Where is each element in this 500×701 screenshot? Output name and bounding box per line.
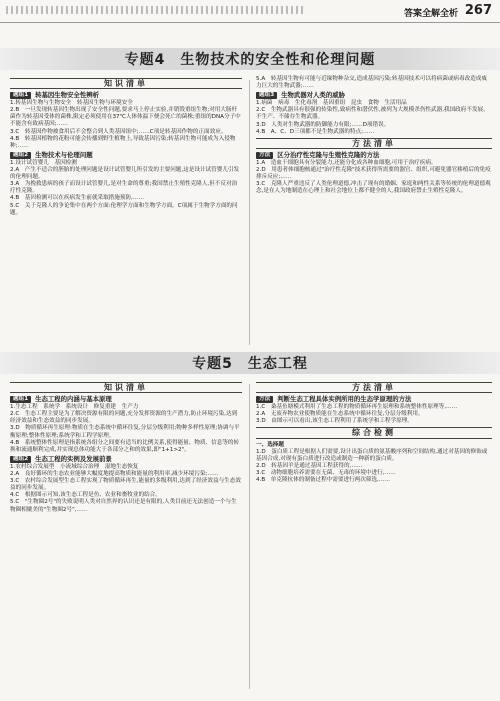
answer-line: 5.C 关于克隆人的争论集中在两个方面:伦理学方面和生物学方面。C项属于生物学方面的问题。 bbox=[10, 202, 238, 216]
answer-line: 2.D 用患者体细胞核通过"治疗性克隆"技术获得所需要的器官、组织,可避免器官移植后的免疫排斥反应;…… bbox=[256, 167, 491, 181]
answer-line: 1.D 蛋白质工程是根据人们需要,设计出蛋白质的氨基酸序列和空间结构,通过对基因的修饰或基因合成,对现有蛋白质进行改造或制造一种新的蛋白质。 bbox=[256, 448, 488, 462]
group-title: 转基因生物安全性辨析 bbox=[35, 91, 99, 100]
topic5-title: 专题5 生态工程 bbox=[192, 356, 308, 372]
topic5-method-heading: 方法清单 bbox=[256, 382, 492, 393]
topic5-group2-heading bbox=[10, 456, 242, 463]
topic4-banner bbox=[0, 48, 500, 70]
answer-line: 1.农村综合发展型 小流域综合治理 湿地生态恢复 bbox=[10, 463, 139, 470]
method-title: 区分治疗性克隆与生殖性克隆的方法 bbox=[277, 150, 380, 159]
topic5-group1-heading bbox=[10, 396, 242, 403]
book-title: 答案全解全析 bbox=[403, 9, 458, 19]
column-divider bbox=[249, 384, 250, 689]
answer-line: 4.B 转基因植物的花粉可能会传播到野生植物上,导致基因污染;转基因生物可能成为入侵物种;…… bbox=[10, 135, 236, 149]
answer-line: 5.A 转基因生物有可能与近缘物种杂交,造成基因污染;转基因技术可以将病菌或病毒改造成威力巨大的生物武器;…… bbox=[256, 76, 487, 90]
answer-line: 4.B 基因检测可以在疾病发生前就采取措施预防,…… bbox=[10, 195, 145, 202]
answer-line: 1.C 桑基鱼塘模式利用了生态工程的物质循环再生原理和系统整体性原理等,…… bbox=[256, 404, 458, 411]
answer-line: 2.A 产生不适合的胚胎的处理问题是设计试管婴儿所引发的主要问题,这是设计试管婴儿引发的伦理问题。 bbox=[10, 167, 240, 181]
answer-line: 1.设计试管婴儿 基因检测 bbox=[10, 159, 77, 166]
answer-line: 4.B 单克隆抗体的制备过程中需要进行两次筛选,…… bbox=[256, 477, 391, 484]
topic5-left-column bbox=[10, 380, 242, 514]
answer-line: 1.转基因生物与生物安全 转基因生物与环境安全 bbox=[10, 100, 133, 107]
topic5-banner bbox=[0, 352, 500, 374]
page-number: 267 bbox=[464, 3, 492, 18]
answer-line: 1.A 造血干细胞具有分裂能力,还能分化成各种血细胞,可用于治疗疾病。 bbox=[256, 159, 437, 166]
method-tag: 方法 bbox=[256, 396, 273, 403]
group-title: 生物武器对人类的威胁 bbox=[281, 91, 345, 100]
answer-line: 2.C 生物武器具有很强的传染性,致病性和潜伏性,被列为大规模杀伤性武器,我国政府不发展、不生产、不储存生物武器。 bbox=[256, 107, 489, 121]
test-section-title: 一、选择题 bbox=[256, 441, 284, 448]
method-title: 判断生态工程具体实例所用的生态学原理的方法 bbox=[277, 395, 412, 404]
answer-line: 1.生态工程 系统学 系统设计 修复重建 生产力 bbox=[10, 404, 139, 411]
answer-line: 1.病菌 病毒 生化毒剂 基因重组 昆虫 食物 生活用品 bbox=[256, 100, 407, 107]
answer-line: 4.B A、C、D三项都不是生物武器的特点;…… bbox=[256, 128, 375, 135]
answer-line: 3.D 人类对生物武器的防御能力有限;……D项错误。 bbox=[256, 121, 390, 128]
topic5-knowledge-heading: 知识清单 bbox=[10, 382, 242, 393]
topic4-method-heading: 方法清单 bbox=[256, 138, 492, 149]
answer-line: 2.A 无废弃物农业使物质能在生态系统中循环往复,分层分级利用。 bbox=[256, 411, 424, 418]
answer-line: 3.C 转基因作物被食用后不会整合到人类基因组中;……C项是转基因作物的正面效应。 bbox=[10, 128, 227, 135]
group-title: 生态工程的内涵与基本原理 bbox=[35, 395, 112, 404]
answer-line: 3.C 克隆人严重违反了人类伦理道德,冲击了现有的婚姻、家庭和两性关系等传统的伦理道德观念,是在人为地制造在心理上和社会地位上都不健全的人,我国政府禁止生殖性克隆人。 bbox=[256, 181, 491, 195]
page-header bbox=[0, 0, 500, 23]
topic4-title: 专题4 生物技术的安全性和伦理问题 bbox=[124, 52, 376, 68]
answer-line: 3.C 动物细胞培养需要在无菌、无毒的环境中进行,…… bbox=[256, 469, 396, 476]
answer-line: 2.A 良好循环的生态农业能够大幅度地提高物质和能量的利用率,减少环境污染;…… bbox=[10, 471, 219, 478]
answer-line: 5.C "生物圈2号"的失败说明人类对自然界的认识还是有限的,人类目前还无法创造一个与生物圈相媲美的"生物圈2号",…… bbox=[10, 499, 237, 513]
column-divider bbox=[249, 80, 250, 345]
group-title: 生态工程的实例及发展前景 bbox=[35, 454, 112, 463]
group-title: 生物技术与伦理问题 bbox=[35, 150, 93, 159]
method-tag: 方法 bbox=[256, 152, 273, 159]
topic4-group1-heading bbox=[10, 92, 242, 99]
comprehensive-test-heading: 综合检测 bbox=[256, 427, 492, 438]
topic4-group2-heading bbox=[10, 152, 242, 159]
answer-line: 3.A 为挽救患病的孩子而设计试管婴儿,是对生命的尊重;我国禁止生殖性克隆人,但不反对治疗性克隆。 bbox=[10, 181, 238, 195]
group-tag: 题组1 bbox=[10, 92, 31, 99]
answer-line: 3.D 由图示可以看出,该生态工程利用了系统学和工程学原理。 bbox=[256, 418, 413, 425]
answer-line: 4.B 系统整体性原理是指系统各组分之间要有适当的比例关系,使得能量、物质、信息等的转换和流通顺利完成,并实现总体功能大于各部分之和的效果,即"1+1>2"。 bbox=[10, 439, 240, 453]
answer-line: 2.C 生态工程主要是为了解决资源有限的问题,充分发挥资源的生产潜力,防止环境污染,达到经济效益和生态效益的同步发展。 bbox=[10, 411, 238, 425]
answer-line: 4.C 根据图示可知,该生态工程是鱼、农业和畜牧业的结合。 bbox=[10, 492, 161, 499]
topic5-method-title bbox=[256, 396, 492, 403]
topic4-right-column bbox=[256, 76, 492, 195]
group-tag: 题组3 bbox=[256, 92, 277, 99]
topic4-method-title bbox=[256, 152, 492, 159]
topic4-left-column bbox=[10, 76, 242, 217]
group-tag: 题组1 bbox=[10, 396, 31, 403]
topic5-right-column bbox=[256, 380, 492, 484]
answer-line: 2.D 转基因羊是通过基因工程获得的,…… bbox=[256, 462, 363, 469]
group-tag: 题组2 bbox=[10, 456, 31, 463]
answer-line: 3.C 农村综合发展型生态工程实现了物质循环再生,能量的多级利用,达到了经济效益与生态效益的同步发展。 bbox=[10, 478, 241, 492]
topic4-group3-heading bbox=[256, 92, 492, 99]
header-decoration bbox=[6, 6, 306, 14]
answer-line: 3.D 物质循环再生原理:物质在生态系统中循环往复,分层分级利用;物种多样性原理;协调与平衡原理;整体性原理;系统学和工程学原理。 bbox=[10, 425, 240, 439]
group-tag: 题组2 bbox=[10, 152, 31, 159]
answer-line: 2.B 一旦发现转基因生物出现了安全性问题,要求马上停止实验,并销毁重组生物;对用大肠杆菌作为转基因受体的菌株,限定必须使用在37℃人体体温下便会死亡的菌株;重组的DNA分子中不能含有致病基因;…… bbox=[10, 107, 241, 128]
topic4-knowledge-heading: 知识清单 bbox=[10, 78, 242, 89]
